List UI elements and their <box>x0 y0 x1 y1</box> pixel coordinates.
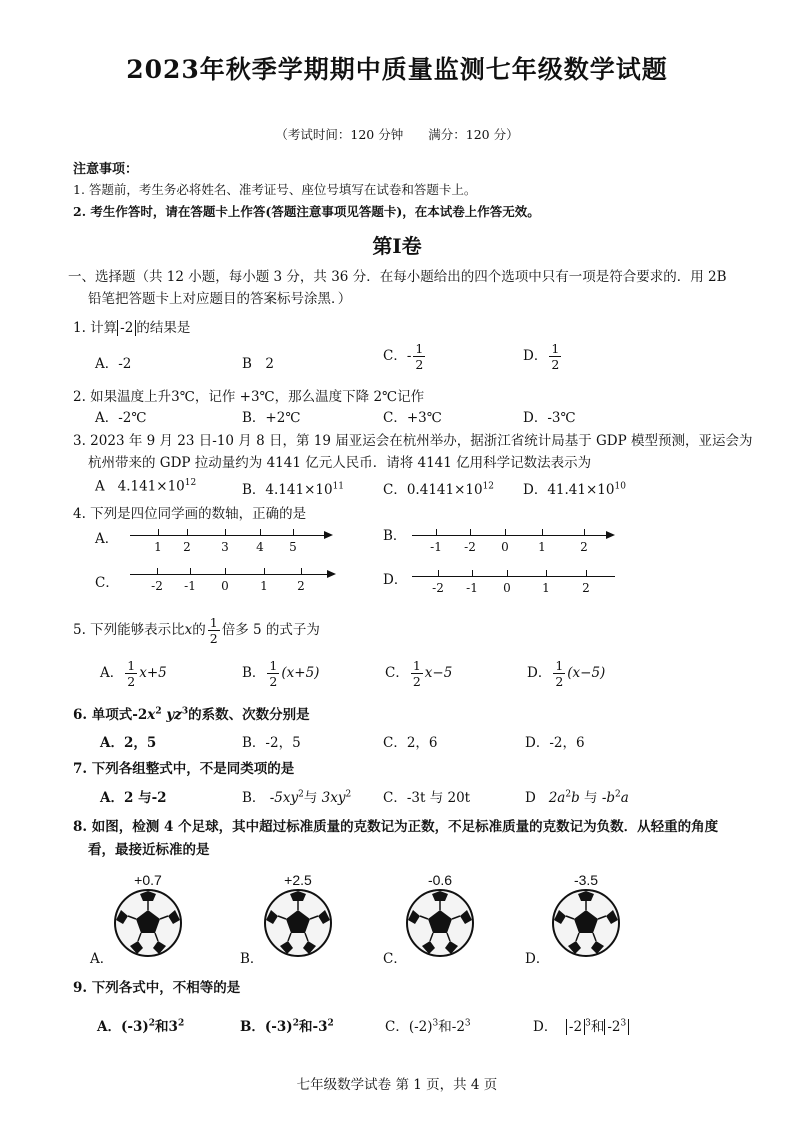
q4-axis-c <box>130 574 335 604</box>
q3-option-b[interactable] <box>242 478 344 498</box>
soccer-ball-icon <box>551 888 621 958</box>
q5-stem-mid: 的 <box>192 622 206 638</box>
q5-c-fraction <box>411 658 423 689</box>
q7-option-b[interactable] <box>242 786 351 806</box>
q1-stem-post: 的结果是 <box>136 320 191 336</box>
q1-option-c[interactable] <box>383 341 427 372</box>
notes-heading: 注意事项： <box>73 162 139 177</box>
q5-stem-den: 2 <box>209 631 218 646</box>
q4-d-tick-label: 2 <box>582 581 590 595</box>
q5-option-d[interactable] <box>527 658 605 689</box>
page-footer: 七年级数学试卷 第 1 页，共 4 页 <box>296 1077 498 1093</box>
q7-d-exp1: 2 <box>565 789 572 800</box>
q4-c-tick-label: 1 <box>260 579 268 593</box>
q3-option-c[interactable] <box>383 478 494 498</box>
q4-option-c-label[interactable]: C． <box>95 575 119 591</box>
q5-d-fraction <box>553 658 565 689</box>
q9-c-mid: 和 <box>438 1019 452 1035</box>
q1-option-a[interactable]: A．-2 <box>95 356 132 372</box>
q8-ball-a[interactable] <box>108 872 188 962</box>
question-7-stem: 7. 下列各组整式中，不是同类项的是 <box>73 761 295 777</box>
q1-c-label: C． <box>383 348 407 364</box>
q4-b-tick-label: -1 <box>430 540 442 554</box>
q3-c-base: 0.4141×10 <box>406 482 483 498</box>
q9-d-mid: 和 <box>590 1019 605 1035</box>
q7-option-d[interactable] <box>525 786 629 806</box>
soccer-ball-icon <box>263 888 333 958</box>
question-3-line2: 杭州带来的 GDP 拉动量约为 4141 亿元人民币．请将 4141 亿用科学记数法表示为 <box>88 455 592 471</box>
q9-b-exp2: 2 <box>327 1018 334 1029</box>
q4-b-tick-label: -2 <box>464 540 476 554</box>
q4-a-tick-label: 1 <box>154 540 162 554</box>
q7-d-mid: 与 <box>584 790 598 806</box>
q5-stem-num: 1 <box>209 615 218 630</box>
note-item-1: 1. 答题前，考生务必将姓名、准考证号、座位号填写在试卷和答题卡上。 <box>73 182 477 197</box>
q2-option-a[interactable]: A．-2℃ <box>95 410 147 426</box>
part-title: 第Ⅰ卷 <box>372 234 422 258</box>
question-6-stem <box>73 703 310 723</box>
q4-c-tick-label: 0 <box>221 579 229 593</box>
q4-a-tick-label: 3 <box>221 540 229 554</box>
q5-c-num: 1 <box>412 658 421 673</box>
q9-d-exp1: 3 <box>585 1018 591 1029</box>
q5-stem-pre: 5. 下列能够表示比 <box>73 622 185 638</box>
q5-option-a[interactable] <box>100 658 167 689</box>
q1-d-fraction <box>549 341 561 372</box>
q9-a-mid: 和 <box>155 1019 169 1035</box>
section-instructions-line1: 一、选择题（共 12 小题，每小题 3 分，共 36 分．在每小题给出的四个选项中只有一项是符合要求的．用 2B <box>68 269 727 285</box>
q4-option-b-label[interactable]: B． <box>383 528 407 544</box>
q5-a-den: 2 <box>127 674 136 689</box>
q5-d-num: 1 <box>555 658 564 673</box>
q8-option-a-label[interactable]: A． <box>90 951 114 967</box>
q5-option-c[interactable] <box>385 658 452 689</box>
exam-info: （考试时间：120 分钟 满分：120 分） <box>275 127 519 142</box>
q6-exp1: 2 <box>155 706 162 717</box>
q7-b-term1: -5xy <box>269 790 299 806</box>
q5-b-label: B． <box>242 665 266 681</box>
q3-d-label: D． <box>523 482 548 498</box>
q5-c-den: 2 <box>412 674 421 689</box>
q7-b-exp2: 2 <box>345 789 352 800</box>
q7-d-term2b: a <box>620 790 629 806</box>
q7-d-term1: 2a <box>548 790 566 806</box>
q4-c-tick-label: 2 <box>297 579 305 593</box>
q8-option-c-label[interactable]: C． <box>383 951 407 967</box>
q8-ball-c[interactable] <box>400 872 480 962</box>
q7-option-a[interactable]: A．2 与-2 <box>100 790 167 806</box>
q7-b-exp1: 2 <box>298 789 304 800</box>
q9-a-label: A． <box>97 1019 121 1035</box>
q9-a-exp1: 2 <box>148 1018 156 1029</box>
q6-coef: -2 <box>132 707 148 723</box>
q4-d-tick-label: 1 <box>542 581 550 595</box>
q9-c-label: C． <box>385 1019 409 1035</box>
q3-c-exp: 12 <box>482 481 495 492</box>
q3-c-label: C． <box>383 482 407 498</box>
q6-option-c[interactable]: C．2，6 <box>383 735 438 751</box>
section-instructions-line2: 铅笔把答题卡上对应题目的答案标号涂黑．） <box>88 291 352 307</box>
q4-b-tick-label: 0 <box>501 540 509 554</box>
exam-title: 2023年秋季学期期中质量监测七年级数学试题 <box>126 55 668 84</box>
question-5-stem <box>73 615 320 646</box>
q3-a-label: A <box>95 478 105 495</box>
question-2-stem: 2. 如果温度上升3℃，记作 +3℃，那么温度下降 2℃记作 <box>73 389 425 405</box>
q2-option-c[interactable]: C．+3℃ <box>383 410 442 426</box>
question-4-stem: 4. 下列是四位同学画的数轴，正确的是 <box>73 506 307 522</box>
q8-ball-b[interactable] <box>258 872 338 962</box>
q9-c-exp2: 3 <box>464 1018 471 1029</box>
q3-d-base: 41.41×10 <box>547 482 615 498</box>
q6-option-b[interactable]: B．-2，5 <box>242 735 301 751</box>
q7-b-term2: 3xy <box>321 790 346 806</box>
q1-d-num: 1 <box>551 341 560 356</box>
q2-option-d[interactable]: D．-3℃ <box>523 410 576 426</box>
q8-ball-d[interactable] <box>546 872 626 962</box>
q9-d-abs2 <box>604 1019 629 1035</box>
q3-b-label: B． <box>242 482 266 498</box>
q5-option-b[interactable] <box>242 658 319 689</box>
q9-a-term2: 3 <box>168 1019 178 1035</box>
q4-option-a-label[interactable]: A． <box>95 531 119 547</box>
q5-c-label: C． <box>385 665 409 681</box>
q1-c-num: 1 <box>415 341 424 356</box>
q8-ball-d-value: -3.5 <box>573 872 599 888</box>
question-8-line1: 8. 如图，检测 4 个足球，其中超过标准质量的克数记为正数，不足标准质量的克数记为负数．从轻重的角度 <box>73 819 719 835</box>
q9-c-term2: -2 <box>451 1019 465 1035</box>
q4-b-tick-label: 1 <box>538 540 546 554</box>
q4-option-d-label[interactable]: D． <box>383 572 408 588</box>
q4-d-tick-label: -2 <box>432 581 444 595</box>
q9-option-b[interactable] <box>240 1015 334 1035</box>
question-3-line1: 3. 2023 年 9 月 23 日-10 月 8 日，第 19 届亚运会在杭州举办，据浙江省统计局基于 GDP 模型预测，亚运会为 <box>73 433 753 449</box>
q4-b-tick-label: 2 <box>580 540 588 554</box>
q7-b-label: B． <box>242 790 266 806</box>
q5-variable: x <box>184 622 193 638</box>
q6-stem-pre: 6. 单项式 <box>73 707 133 723</box>
q2-option-b[interactable]: B．+2℃ <box>242 410 301 426</box>
q5-a-fraction <box>125 658 137 689</box>
q5-b-tail: (x+5) <box>281 665 320 681</box>
q9-option-d[interactable] <box>533 1015 629 1035</box>
q8-ball-b-value: +2.5 <box>284 872 312 888</box>
q9-b-term2: -3 <box>312 1019 328 1035</box>
q4-axis-d <box>412 576 617 606</box>
q3-b-exp: 11 <box>332 481 345 492</box>
q8-option-b-label[interactable]: B． <box>240 951 264 967</box>
q5-c-tail: x−5 <box>424 665 453 681</box>
q9-option-c[interactable] <box>385 1015 471 1035</box>
q7-d-label: D <box>525 790 536 806</box>
q8-ball-c-value: -0.6 <box>427 872 453 888</box>
q7-b-mid: 与 <box>303 790 318 806</box>
note-item-2: 2. 考生作答时，请在答题卡上作答(答题注意事项见答题卡)，在本试卷上作答无效。 <box>73 204 540 219</box>
q9-option-a[interactable] <box>97 1015 184 1035</box>
q5-a-tail: x+5 <box>139 665 167 681</box>
q6-x: x <box>147 707 156 723</box>
q6-yz: yz <box>166 707 182 723</box>
q5-b-num: 1 <box>269 658 278 673</box>
q9-d-term1: -2 <box>568 1019 583 1035</box>
q4-c-tick-label: -2 <box>151 579 163 593</box>
q1-option-d[interactable] <box>523 341 563 372</box>
q4-d-tick-label: -1 <box>466 581 478 595</box>
q9-c-exp1: 3 <box>432 1018 439 1029</box>
q1-stem-pre: 1. 计算 <box>73 320 118 336</box>
q5-b-den: 2 <box>269 674 278 689</box>
q4-a-tick-label: 4 <box>256 540 264 554</box>
q4-d-tick-label: 0 <box>503 581 511 595</box>
q9-d-term2: -2 <box>607 1019 621 1035</box>
q9-b-term1: (-3) <box>264 1019 293 1035</box>
q1-c-den: 2 <box>415 357 424 372</box>
q5-stem-post: 倍多 5 的式子为 <box>221 622 320 638</box>
q3-a-exp: 12 <box>184 478 197 488</box>
q9-d-label: D． <box>533 1019 558 1035</box>
q5-d-label: D． <box>527 665 552 681</box>
q7-d-exp2: 2 <box>615 789 621 800</box>
q9-b-exp1: 2 <box>292 1018 299 1029</box>
q1-c-sign: - <box>406 348 412 364</box>
q4-a-tick-label: 2 <box>183 540 191 554</box>
q6-option-a[interactable]: A．2，5 <box>100 735 157 751</box>
q6-exp2: 3 <box>181 706 189 717</box>
q6-stem-post: 的系数、次数分别是 <box>188 707 310 723</box>
q9-b-mid: 和 <box>298 1019 313 1035</box>
q5-stem-fraction <box>208 615 220 646</box>
q1-option-b[interactable]: B 2 <box>242 356 275 372</box>
q8-ball-a-value: +0.7 <box>134 872 162 888</box>
q9-d-abs1 <box>566 1019 585 1035</box>
q9-c-term1: (-2) <box>408 1019 433 1035</box>
question-9-stem: 9. 下列各式中，不相等的是 <box>73 980 241 996</box>
q5-d-den: 2 <box>555 674 564 689</box>
q9-b-label: B． <box>240 1019 265 1035</box>
q5-d-tail: (x−5) <box>567 665 606 681</box>
question-8-line2: 看，最接近标准的是 <box>88 842 210 858</box>
q4-axis-b <box>412 535 612 565</box>
q1-absolute-value: -2 <box>117 320 136 336</box>
q5-a-num: 1 <box>127 658 136 673</box>
q6-option-d[interactable]: D．-2，6 <box>525 735 585 751</box>
q3-option-a[interactable] <box>95 478 196 495</box>
q7-option-c[interactable]: C．-3t 与 20t <box>383 790 471 806</box>
q5-a-label: A． <box>100 665 124 681</box>
q4-axis-a <box>130 535 330 565</box>
q8-option-d-label[interactable]: D． <box>525 951 550 967</box>
q3-a-base: 4.141×10 <box>117 478 185 495</box>
question-1-stem <box>73 316 190 336</box>
soccer-ball-icon <box>113 888 183 958</box>
q9-a-exp2: 2 <box>177 1018 185 1029</box>
q3-b-base: 4.141×10 <box>265 482 333 498</box>
q1-d-label: D． <box>523 348 548 364</box>
q9-d-exp2: 3 <box>620 1018 627 1029</box>
q3-option-d[interactable] <box>523 478 626 498</box>
q5-b-fraction <box>267 658 279 689</box>
q7-d-term1b: b <box>571 790 580 806</box>
q1-c-fraction <box>413 341 425 372</box>
q7-d-term2: -b <box>601 790 616 806</box>
q3-d-exp: 10 <box>614 481 626 492</box>
q1-d-den: 2 <box>551 357 560 372</box>
q9-a-term1: (-3) <box>120 1019 149 1035</box>
q4-a-tick-label: 5 <box>289 540 297 554</box>
q4-c-tick-label: -1 <box>184 579 196 593</box>
soccer-ball-icon <box>405 888 475 958</box>
